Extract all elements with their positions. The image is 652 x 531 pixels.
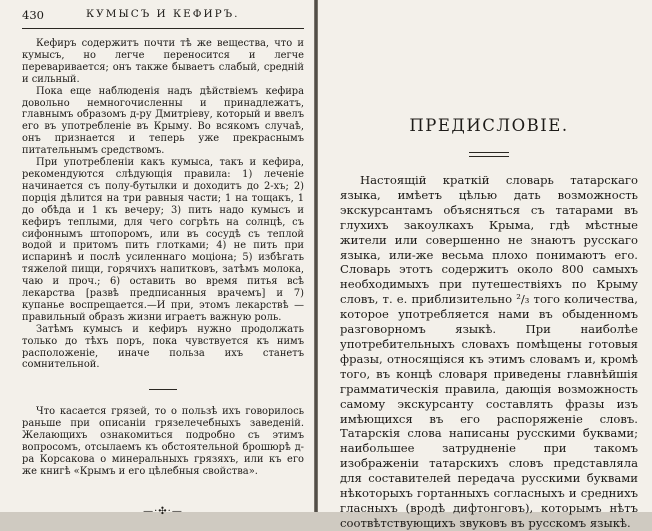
page-number: 430 — [22, 8, 44, 22]
left-page — [0, 0, 314, 517]
running-title: КУМЫСЪ И КЕФИРЪ. — [86, 8, 240, 20]
paragraph: Кефиръ содержитъ почти тѣ же вещества, что и кумысъ, но легче переносится и легче переваривается; онъ также бываетъ слабый, средній и сильный. — [22, 38, 304, 85]
ornament-divider: —·✣·— — [143, 505, 183, 517]
paragraph: Затѣмъ кумысъ и кефиръ нужно продолжать только до тѣхъ поръ, пока чувствуется къ нимъ расположеніе, иначе польза ихъ станетъ сомнительной. — [22, 323, 304, 371]
right-page — [318, 0, 652, 530]
right-page-body — [340, 173, 638, 531]
section-divider — [149, 389, 177, 390]
title-rule — [469, 152, 509, 157]
left-page-body — [22, 38, 304, 518]
paragraph: При употребленіи какъ кумыса, такъ и кефира, рекомендуются слѣдующія правила: 1) леченіе начинается съ полу-бутылки и доходитъ до 2-хъ; 2) порція дѣлится на три равныя части; 1 на тощакъ, 1 до обѣда и 1 къ вечеру; 3) пить надо кумысъ и кефиръ теплыми, для чего согрѣть на солнцѣ, съ сифоннымъ штопоромъ, или въ сосудѣ съ теплой водой и притомъ пить глотками; 4) не пить при испаринѣ и послѣ усиленнаго моціона; 5) избѣгать тяжелой пищи, горячихъ напитковъ, затѣмъ молока, чаю и проч.; 6) оставить во время питья всѣ лекарства [развѣ предписанныя врачемъ] и 7) купанье воспрещается.—И при, этомъ лекарствѣ — правильный образъ жизни играетъ важную роль. — [22, 157, 304, 323]
running-head — [22, 8, 304, 24]
header-rule — [22, 28, 304, 29]
paragraph: Пока еще наблюденія надъ дѣйствіемъ кефира довольно немногочисленны и принадлежатъ, главнымъ образомъ д-ру Дмитріеву, который и ввелъ его въ употребленіе въ Крыму. Во всякомъ случаѣ, онъ признается и теперь уже прекраснымъ питательнымъ средствомъ. — [22, 85, 304, 157]
chapter-title: ПРЕДИСЛОВІЕ. — [409, 116, 569, 135]
paragraph: Что касается грязей, то о пользѣ ихъ говорилось раньше при описаніи грязелечебныхъ заведеній. Желающихъ ознакомиться подробно съ этимъ вопросомъ, отсылаемъ къ обстоятельной брошюрѣ д-ра Корсакова о минеральныхъ грязяхъ, или къ его же книгѣ «Крымъ и его цѣлебныя свойства». — [22, 406, 304, 477]
paragraph: Настоящій краткій словарь татарскаго языка, имѣетъ цѣлью дать возможность экскурсантамъ объясняться съ татарами въ глухихъ закоулкахъ Крыма, гдѣ мѣстные жители или совершенно не знаютъ русскаго языка, или-же весьма плохо понимаютъ его. Словарь этотъ содержитъ около 800 самыхъ необходимыхъ при путешествіяхъ по Крыму словъ, т. е. приблизительно ²/₃ того количества, которое употребляется нами въ обыденномъ разговорномъ языкѣ. При наиболѣе употребительныхъ словахъ помѣщены готовыя фразы, относящіяся къ этимъ словамъ и, кромѣ того, въ концѣ словаря приведены главнѣйшія грамматическія правила, дающія возможность самому экскурсанту составлять фразы изъ имѣющихся въ его распоряженіе словъ. Татарскія слова написаны русскими буквами; наибольшее затрудненіе при такомъ изображеніи татарскихъ словъ представляла для составителей передача русскими буквами нѣкоторыхъ гортанныхъ согласныхъ и среднихъ гласныхъ (вродѣ дифтонговъ), которымъ нѣтъ соотвѣтствующихъ звуковъ въ русскомъ языкѣ. — [340, 173, 638, 530]
